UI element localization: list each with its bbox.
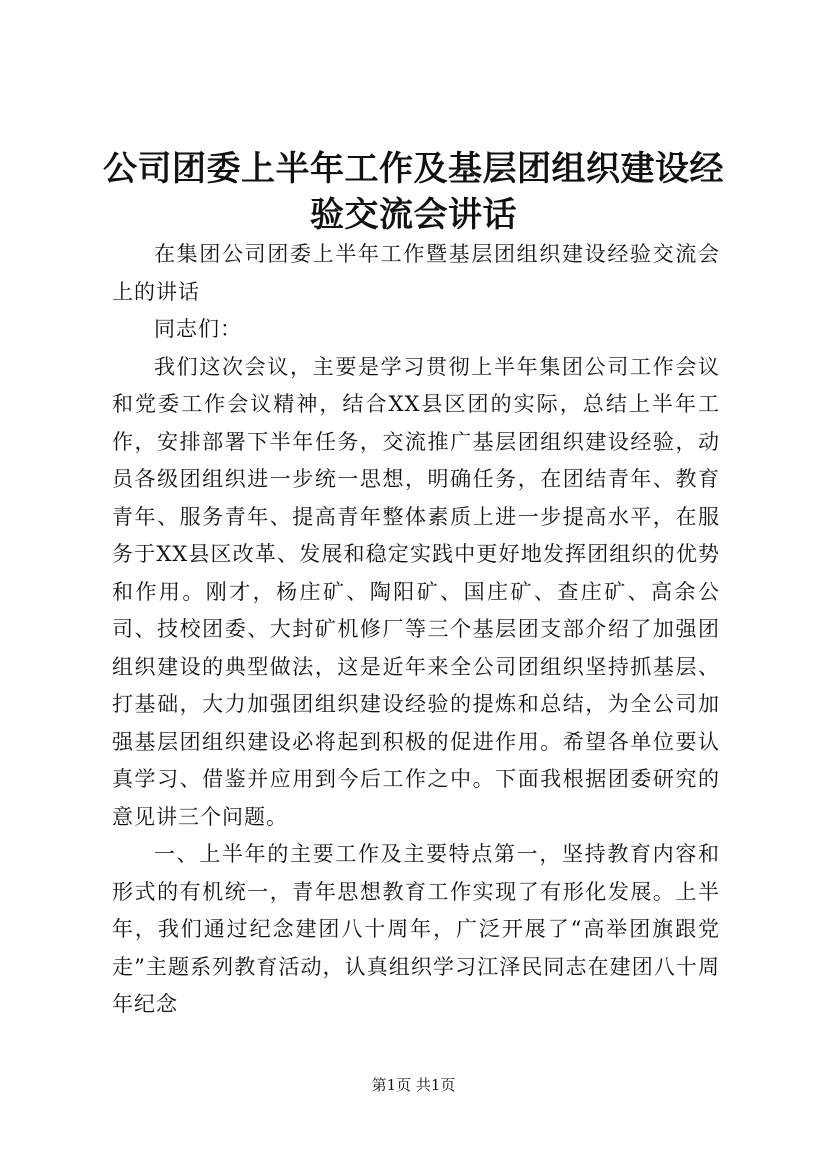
section-one-paragraph: 一、上半年的主要工作及主要特点第一，坚持教育内容和形式的有机统一，青年思想教育工作实现了有形化发展。上半年，我们通过纪念建团八十周年，广泛开展了“高举团旗跟党走”主题系列教育活动，认真组织学习江泽民同志在建团八十周年纪念	[112, 842, 720, 1016]
page-number-footer: 第1页 共1页	[371, 1076, 456, 1094]
document-body	[112, 236, 720, 1024]
body-paragraph: 我们这次会议，主要是学习贯彻上半年集团公司工作会议和党委工作会议精神，结合XX县区团的实际，总结上半年工作，安排部署下半年任务，交流推广基层团组织建设经验，动员各级团组织进一步统一思想，明确任务，在团结青年、教育青年、服务青年、提高青年整体素质上进一步提高水平，在服务于XX县区改革、发展和稳定实践中更好地发挥团组织的优势和作用。刚才，杨庄矿、陶阳矿、国庄矿、查庄矿、高余公司、技校团委、大封矿机修厂等三个基层团支部介绍了加强团组织建设的典型做法，这是近年来全公司团组织坚持抓基层、打基础，大力加强团组织建设经验的提炼和总结，为全公司加强基层团组织建设必将起到积极的促进作用。希望各单位要认真学习、借鉴并应用到今后工作之中。下面我根据团委研究的意见讲三个问题。	[112, 354, 720, 829]
subtitle-paragraph: 在集团公司团委上半年工作暨基层团组织建设经验交流会上的讲话	[112, 242, 720, 304]
document-title: 公司团委上半年工作及基层团组织建设经验交流会讲话	[103, 149, 724, 235]
salutation-paragraph: 同志们：	[154, 317, 242, 341]
